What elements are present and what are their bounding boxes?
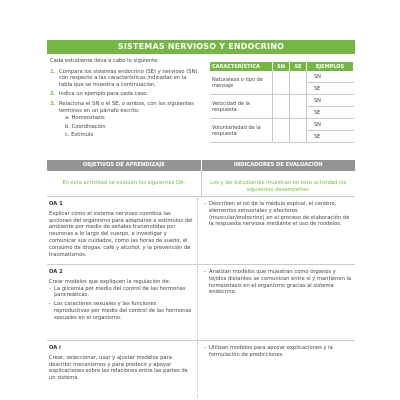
objective-text: Explicar cómo el sistema nervioso coordina las acciones del organismo para adaptarse a estímulos del ambiente por medio de señales transmitidas por neuronas a lo largo del cuerpo, e investigar y comunicar sus cuidados, como las horas de sueño, el consumo de drogas, café y alcohol, y la prevención de traumatismos. [49, 210, 193, 258]
table-header-cell: SE [290, 62, 307, 71]
example-cell: SN [307, 71, 354, 83]
indicator-cell [198, 198, 355, 264]
indicator-cell [198, 342, 355, 398]
page-title: SISTEMAS NERVIOSO Y ENDOCRINO [47, 40, 355, 54]
indicator-cell [198, 266, 355, 340]
table-header-cell: CARACTERÍSTICA [210, 62, 273, 71]
step-number: 1. [50, 68, 56, 75]
example-cell: SN [307, 119, 354, 131]
term-list [59, 115, 200, 139]
sn-cell [273, 119, 290, 143]
example-cell: SN [307, 95, 354, 107]
objective-bullet: - Los caracteres sexuales y las funciones reproductivas por medio del control de las hormonas sexuales en el organismo. [49, 301, 193, 321]
se-cell [290, 119, 307, 143]
evaluation-grid-header [47, 160, 355, 171]
example-cell: SE [307, 131, 354, 143]
objective-text: Crear, seleccionar, usar y ajustar modelos para describir mecanismos y para predecir y apoyar explicaciones sobre las relaciones entre las partes de un sistema. [49, 354, 188, 382]
indicators-header: INDICADORES DE EVALUACIÓN [233, 162, 323, 168]
evaluation-grid-subheader [47, 171, 355, 197]
sn-cell [273, 71, 290, 95]
term-item: a. Homeostasis [65, 115, 105, 122]
activity-step [50, 101, 200, 139]
objective-bullet: - La glicemia por medio del control de las hormonas pancreáticas. [49, 286, 193, 300]
objective-cell [47, 198, 198, 264]
sn-cell [273, 95, 290, 119]
step-text: Relaciona el SN o el SE, o ambos, con los siguientes términos en un párrafo escrito: [59, 100, 194, 114]
indicator-item: - Describen el rol de la médula espinal, el cerebro, elementos sensoriales y efectores (muscular/endocrino) en el proceso de elaboración de la respuesta nerviosa mediante el uso de modelos. [204, 201, 353, 228]
characteristics-table [210, 62, 354, 143]
objective-cell [47, 342, 198, 398]
activity-step [50, 69, 200, 89]
step-text: Compara los sistemas endocrino (SE) y nervioso (SN) con respecto a las características indicadas en la tabla que se muestra a continuación. [59, 68, 198, 88]
feature-cell: Voluntariedad de la respuesta [210, 119, 273, 143]
objective-cell [47, 266, 198, 340]
activity-step [50, 91, 200, 98]
feature-cell: Naturaleza o tipo de mensaje [210, 71, 273, 95]
table-row [210, 95, 354, 107]
objectives-header: OBJETIVOS DE APRENDIZAJE [47, 160, 202, 171]
activity-intro: Cada estudiante lleva a cabo lo siguiente: [50, 58, 160, 64]
feature-cell: Velocidad de la respuesta [210, 95, 273, 119]
activity-steps [50, 69, 200, 139]
table-header-cell: EJEMPLOS [307, 62, 354, 71]
term-item: b. Coordinación [65, 123, 106, 130]
oa-code: OA 2 [49, 269, 63, 275]
table-row [210, 71, 354, 83]
step-text: Indica un ejemplo para cada caso. [59, 91, 148, 98]
table-header-row [210, 62, 354, 71]
oa-row [47, 342, 355, 398]
oa-row [47, 198, 355, 265]
table-row [210, 119, 354, 131]
example-cell: SE [307, 83, 354, 95]
indicators-subheader: Los y las estudiantes muestran en esta actividad los siguientes desempeños: [210, 180, 347, 193]
objectives-subheader: En esta actividad se evalúan los siguientes OA: [47, 171, 202, 196]
activity-instructions [50, 58, 200, 142]
oa-code: OA i [49, 345, 61, 351]
oa-row [47, 266, 355, 341]
indicator-item: - Analizan modelos que muestran cómo órganos y tejidos distantes se comunican entre sí y mantienen la homeostasis en el organismo gracias al sistema endocrino. [204, 269, 353, 296]
se-cell [290, 71, 307, 95]
step-number: 2. [50, 91, 56, 98]
se-cell [290, 95, 307, 119]
objective-text: Crear modelos que expliquen la regulación de: [49, 278, 171, 285]
step-number: 3. [50, 100, 56, 107]
example-cell: SE [307, 107, 354, 119]
table-header-cell: SN [273, 62, 290, 71]
term-item: c. Estímulo [65, 132, 94, 139]
indicator-item: - Utilizan modelos para apoyar explicaciones y la formulación de predicciones. [204, 345, 353, 359]
oa-code: OA 1 [49, 201, 63, 207]
